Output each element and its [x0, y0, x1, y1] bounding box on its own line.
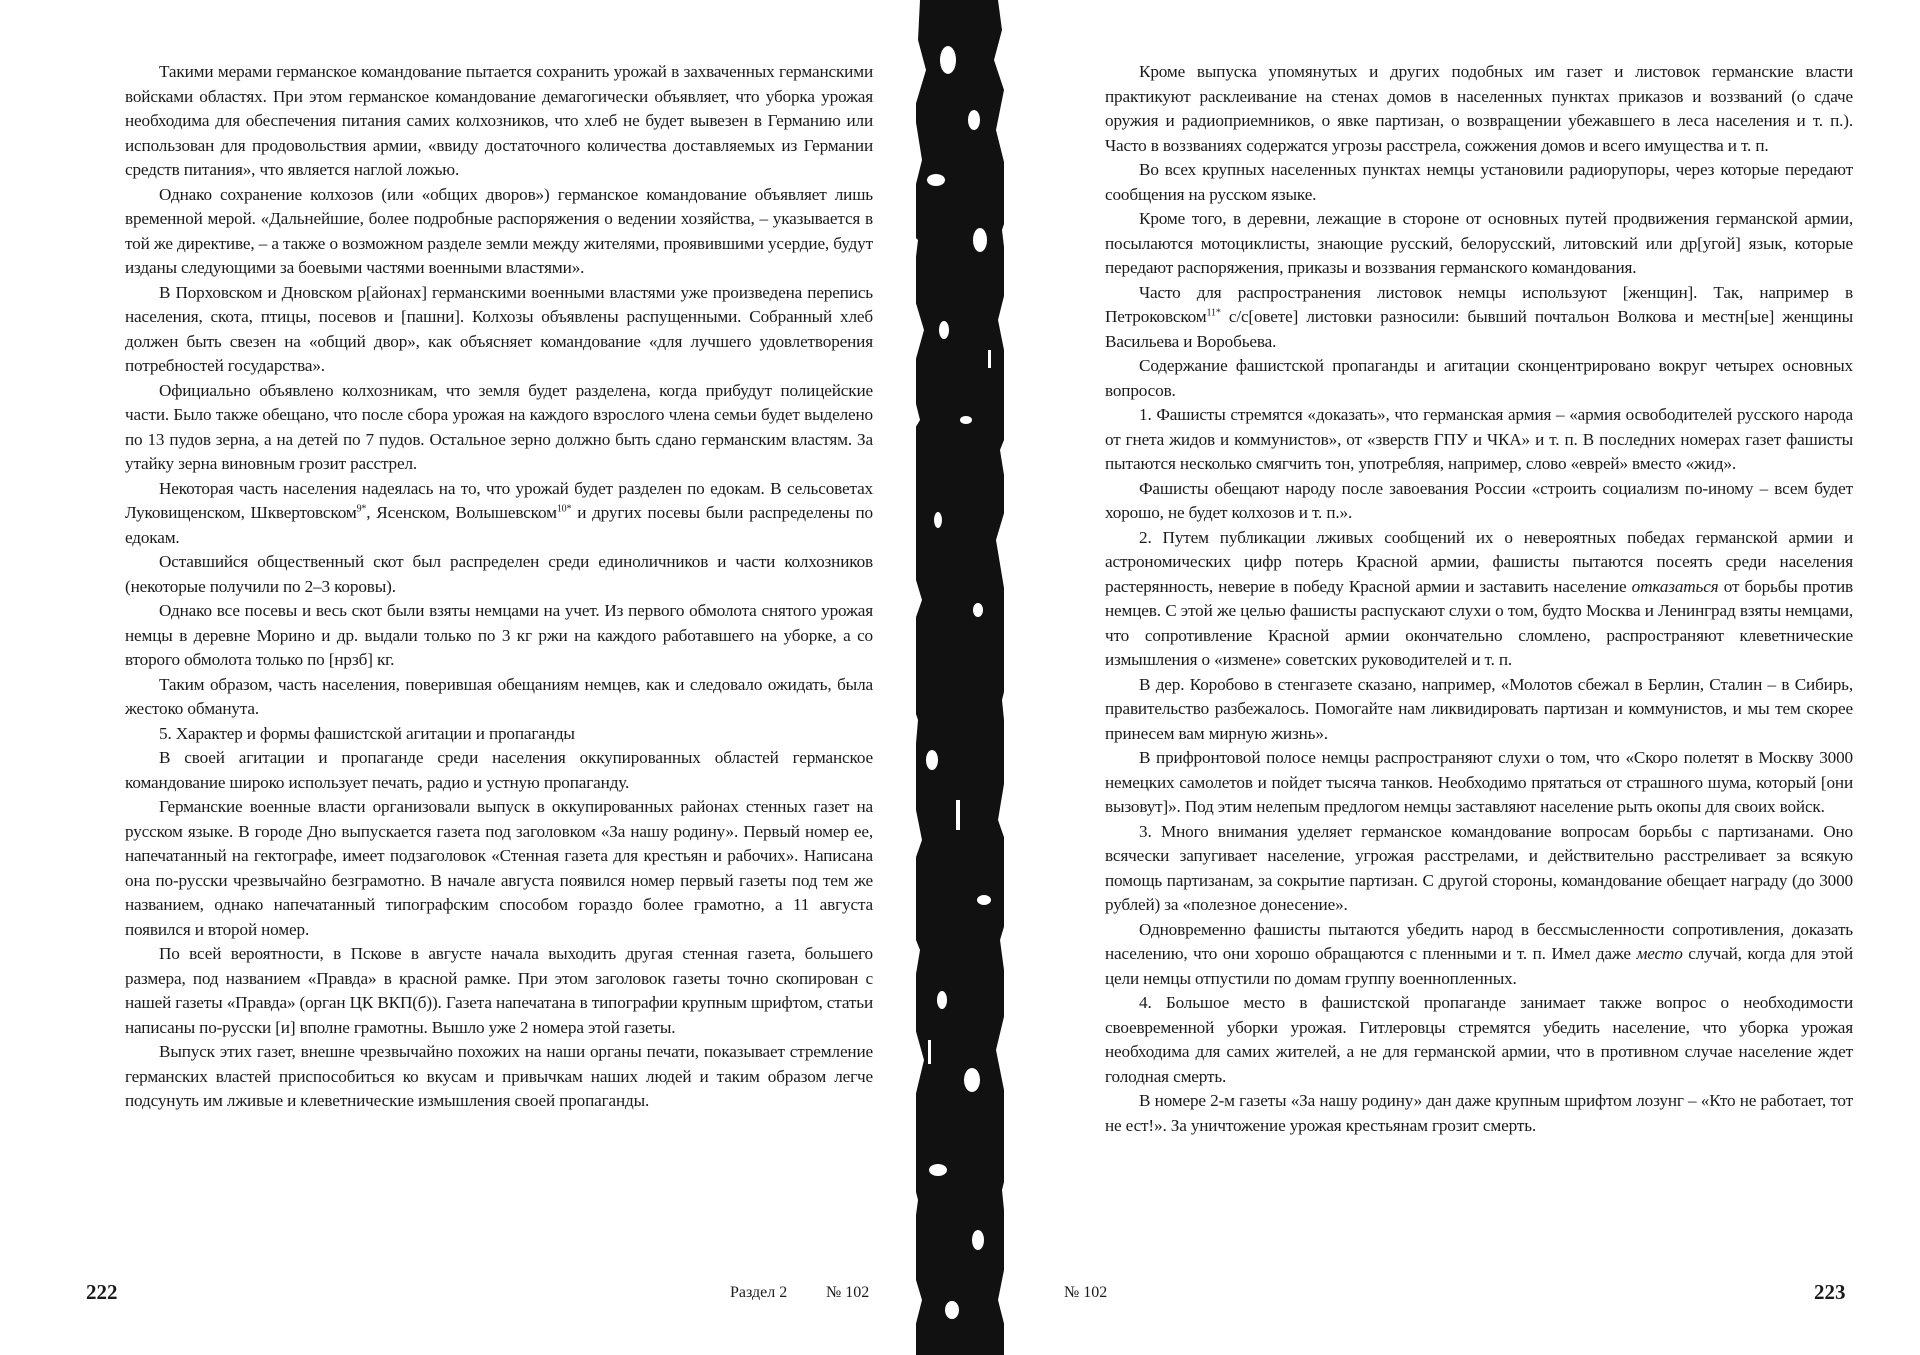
- emphasis: отказаться: [1631, 576, 1719, 596]
- paragraph: Оставшийся общественный скот был распределен среди единоличников и части колхозников (некоторые получили по 2–3 коровы).: [125, 552, 873, 596]
- paragraph: 2. Путем публикации лживых сообщений их о невероятных победах германской армии и астрономических цифр потерь Красной армии, фашисты пытаются посеять среди населения растерянность, неверие в победу Красной армии и заставить население отказаться от борьбы против немцев. С этой же целью фашисты распускают слухи о том, будто Москва и Ленинград взяты немцами, что сопротивление Красной армии окончательно сломлено, распространяют клеветнические измышления о «измене» советских руководителей и т. п.: [1105, 527, 1853, 669]
- spine-band: [916, 0, 1004, 1355]
- spine-scan-artifact: [908, 0, 1012, 1355]
- paragraph: Однако все посевы и весь скот были взяты немцами на учет. Из первого обмолота снятого урожая немцы в деревне Морино и др. выдали только по 3 кг ржи на каждого работавшего на уборке, а со второго обмолота только по [нрзб] кг.: [125, 601, 873, 669]
- left-section-label: Раздел 2: [730, 1284, 788, 1301]
- paragraph: В Порховском и Дновском р[айонах] германскими военными властями уже произведена перепись населения, скота, птицы, посевов и [пашни]. Колхозы объявлены распущенными. Собранный хлеб должен быть свезен на «общий двор», как объясняет командование «для лучшего удовлетворения потребностей государства».: [125, 282, 873, 375]
- left-page-text: [125, 60, 873, 1114]
- paragraph: Кроме того, в деревни, лежащие в стороне от основных путей продвижения германской армии, посылаются мотоциклисты, знающие русский, белорусский, литовский или др[угой] язык, которые передают распоряжения, приказы и воззвания германского командования.: [1105, 209, 1853, 277]
- paragraph: Некоторая часть населения надеялась на то, что урожай будет разделен по едокам. В сельсоветах Луковищенском, Шквертовском$^{9*}$, Ясенском, Волышевском$^{10*}$ и других посевы были распределены по едокам.: [125, 478, 873, 547]
- paragraph: Во всех крупных населенных пунктах немцы установили радиорупоры, через которые передают сообщения на русском языке.: [1105, 160, 1853, 204]
- section-heading: 5. Характер и формы фашистской агитации и пропаганды: [159, 723, 575, 743]
- left-document-label: № 102: [826, 1284, 870, 1301]
- paragraph: Часто для распространения листовок немцы используют [женщин]. Так, например в Петроковском$^{11*}$ с/с[овете] листовки разносили: бывший почтальон Волкова и местн[ые] женщины Васильева и Воробьева.: [1105, 282, 1853, 351]
- paragraph: В номере 2-м газеты «За нашу родину» дан даже крупным шрифтом лозунг – «Кто не работает, тот не ест!». За уничтожение урожая крестьянам грозит смерть.: [1105, 1091, 1853, 1135]
- left-page-number: 222: [86, 1280, 118, 1304]
- footnote-ref: 10*: [556, 503, 572, 515]
- paragraph: Выпуск этих газет, внешне чрезвычайно похожих на наши органы печати, показывает стремление германских властей приспособиться ко вкусам и привычкам наших людей и таким образом легче подсунуть им лживые и клеветнические измышления своей пропаганды.: [125, 1042, 873, 1110]
- emphasis: место: [1636, 944, 1683, 963]
- paragraph: Фашисты обещают народу после завоевания России «строить социализм по-иному – всем будет хорошо, не будет колхозов и т. п.».: [1105, 478, 1853, 522]
- paragraph: Официально объявлено колхозникам, что земля будет разделена, когда прибудут полицейские части. Было также обещано, что после сбора урожая на каждого взрослого члена семьи будет выделено по 13 пудов зерна, а на детей по 7 пудов. Остальное зерно должно быть сдано германским властям. За утайку зерна виновным грозит расстрел.: [125, 380, 873, 473]
- paragraph: По всей вероятности, в Пскове в августе начала выходить другая стенная газета, большего размера, под названием «Правда» в красной рамке. При этом заголовок газеты точно скопирован с нашей газеты «Правда» (орган ЦК ВКП(б)). Газета напечатана в типографии крупным шрифтом, статьи написаны по-русски [и] вполне грамотны. Вышло уже 2 номера этой газеты.: [125, 944, 873, 1037]
- paragraph: Германские военные власти организовали выпуск в оккупированных районах стенных газет на русском языке. В городе Дно выпускается газета под заголовком «За нашу родину». Первый номер ее, напечатанный на гектографе, имеет подзаголовок «Стенная газета для крестьян и рабочих». Написана она по-русски чрезвычайно безграмотно. В начале августа появился номер первый газеты под тем же названием, однако напечатанный типографским способом гораздо более грамотно, а 11 августа появился и второй номер.: [125, 797, 873, 939]
- paragraph: Таким образом, часть населения, поверившая обещаниям немцев, как и следовало ожидать, была жестоко обманута.: [125, 674, 873, 718]
- right-document-label: № 102: [1064, 1284, 1108, 1301]
- footnote-ref: 11*: [1206, 307, 1221, 319]
- paragraph: 4. Большое место в фашистской пропаганде занимает также вопрос о необходимости своевременной уборки урожая. Гитлеровцы стремятся убедить население, что уборка урожая необходима для самих жителей, а не для германской армии, что в противном случае население ждет голодная смерть.: [1105, 993, 1853, 1086]
- right-page-text: [1105, 60, 1853, 1138]
- paragraph: В дер. Коробово в стенгазете сказано, например, «Молотов сбежал в Берлин, Сталин – в Сибирь, правительство разбежалось. Помогайте нам ликвидировать партизан и коммунистов, и мы тем скорее принесем вам мирную жизнь».: [1105, 674, 1853, 743]
- paragraph: Такими мерами германское командование пытается сохранить урожай в захваченных германскими войсками областях. При этом германское командование демагогически объявляет, что уборка урожая необходима для обеспечения питания самих колхозников, что хлеб не будет вывезен в Германию или использован для продовольствия армии, «ввиду достаточного количества доставляемых из Германии средств питания», что является наглой ложью.: [125, 62, 873, 179]
- paragraph: В прифронтовой полосе немцы распространяют слухи о том, что «Скоро полетят в Москву 3000 немецких самолетов и пойдет тысяча танков. Необходимо прятаться от страшного шума, который [они вызовут]». Под этим нелепым предлогом немцы заставляют население рыть окопы для своих войск.: [1105, 748, 1853, 816]
- right-page-number: 223: [1814, 1280, 1846, 1304]
- paragraph: 3. Много внимания уделяет германское командование вопросам борьбы с партизанами. Оно всячески запугивает население, угрожая расстрелами, и действительно расстреливает за всякую помощь партизанам, за сокрытие партизан. С другой стороны, командование обещает награду (до 3000 рублей) за «полезное донесение».: [1105, 821, 1853, 914]
- paragraph: В своей агитации и пропаганде среди населения оккупированных областей германское командование широко использует печать, радио и устную пропаганду.: [125, 748, 873, 792]
- paragraph: Кроме выпуска упомянутых и других подобных им газет и листовок германские власти практикуют расклеивание на стенах домов в населенных пунктах приказов и воззваний (о сдаче оружия и радиоприемников, о явке партизан, о возвращении убежавшего в леса населения и т. п.). Часто в воззваниях содержатся угрозы расстрела, сожжения домов и всего имущества и т. п.: [1105, 62, 1853, 155]
- footnote-ref: 9*: [356, 503, 367, 515]
- paragraph: 1. Фашисты стремятся «доказать», что германская армия – «армия освободителей русского народа от гнета жидов и коммунистов», от «зверств ГПУ и ЧКА» и т. п. В последних номерах газет фашисты пытаются несколько смягчить тон, употребляя, например, слово «еврей» вместо «жид».: [1105, 405, 1853, 473]
- paragraph: Содержание фашистской пропаганды и агитации сконцентрировано вокруг четырех основных вопросов.: [1105, 356, 1853, 400]
- paragraph: Одновременно фашисты пытаются убедить народ в бессмысленности сопротивления, доказать населению, что они хорошо обращаются с пленными и т. п. Имел даже место случай, когда для этой цели немцы отпустили по домам группу военнопленных.: [1105, 919, 1854, 988]
- paragraph: Однако сохранение колхозов (или «общих дворов») германское командование объявляет лишь временной мерой. «Дальнейшие, более подробные распоряжения о ведении хозяйства, – указывается в той же директиве, – а также о возможном разделе земли между жителями, проявившими усердие, будут изданы следующими за боевыми частями военными властями».: [125, 184, 873, 277]
